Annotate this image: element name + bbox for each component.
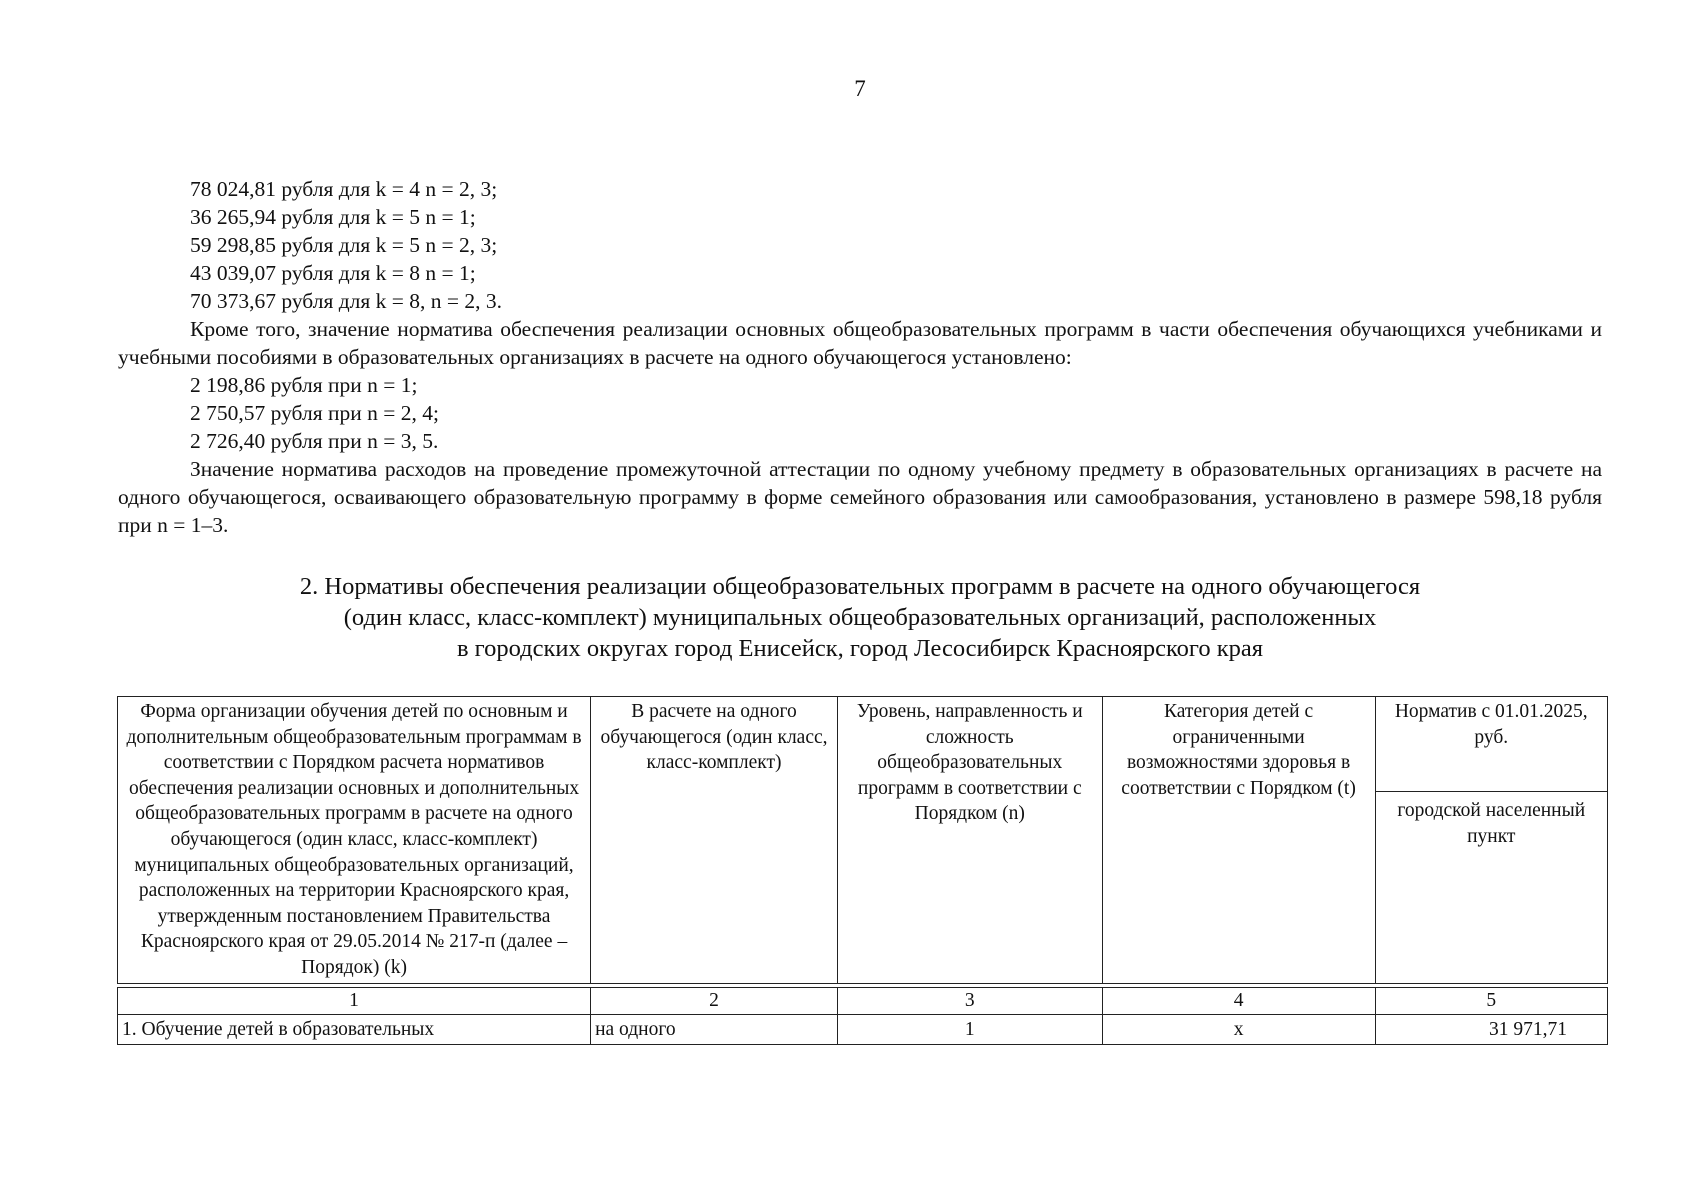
header-norm: Норматив с 01.01.2025, руб. (1375, 697, 1607, 792)
column-number: 3 (837, 987, 1102, 1014)
section-title (118, 571, 1602, 664)
column-number: 5 (1375, 987, 1607, 1014)
column-number: 2 (591, 987, 838, 1014)
textbook-value-line: 2 726,40 рубля при n = 3, 5. (190, 429, 439, 453)
section-title-line: (один класс, класс-комплект) муниципальных общеобразовательных организаций, расположенных (343, 604, 1377, 631)
column-number: 4 (1102, 987, 1375, 1014)
section-title-line: в городских округах город Енисейск, город Лесосибирск Красноярского края (456, 635, 1264, 662)
section-title-line: 2. Нормативы обеспечения реализации общеобразовательных программ в расчете на одного обучающегося (299, 573, 1421, 600)
column-number: 1 (118, 987, 591, 1014)
cell-form: 1. Обучение детей в образовательных (118, 1014, 591, 1045)
header-basis: В расчете на одного обучающегося (один класс, класс-комплект) (591, 697, 838, 984)
header-form: Форма организации обучения детей по основным и дополнительным общеобразовательным программам в соответствии с Порядком расчета нормативов обеспечения реализации основных и дополнительных общеобразовательных программ в расчете на одного обучающегося (один класс, класс-комплект) муниципальных общеобразовательных организаций, расположенных на территории Красноярского края, утвержденным постановлением Правительства Красноярского края от 29.05.2014 № 217-п (далее – Порядок) (k) (118, 697, 591, 984)
table-row (118, 1014, 1608, 1045)
textbook-value-line: 2 198,86 рубля при n = 1; (190, 373, 418, 397)
cell-basis: на одного (591, 1014, 838, 1045)
column-numbers-row (118, 987, 1608, 1014)
textbook-value-line: 2 750,57 рубля при n = 2, 4; (190, 401, 439, 425)
header-norm-sub: городской населенный пункт (1375, 792, 1607, 984)
value-line: 59 298,85 рубля для k = 5 n = 2, 3; (190, 233, 498, 257)
attestation-paragraph: Значение норматива расходов на проведение промежуточной аттестации по одному учебному предмету в образовательных организациях в расчете на одного обучающегося, осваивающего образовательную программу в форме семейного образования или самообразования, установлено в размере 598,18 рубля при n = 1–3. (118, 457, 1602, 537)
table-header-row (118, 697, 1608, 792)
header-level: Уровень, направленность и сложность общеобразовательных программ в соответствии с Порядком (n) (837, 697, 1102, 984)
header-category: Категория детей с ограниченными возможностями здоровья в соответствии с Порядком (t) (1102, 697, 1375, 984)
value-line: 36 265,94 рубля для k = 5 n = 1; (190, 205, 476, 229)
value-line: 70 373,67 рубля для k = 8, n = 2, 3. (190, 289, 503, 313)
value-line: 43 039,07 рубля для k = 8 n = 1; (190, 261, 476, 285)
value-line: 78 024,81 рубля для k = 4 n = 2, 3; (190, 177, 498, 201)
cell-level: 1 (837, 1014, 1102, 1045)
cell-norm: 31 971,71 (1375, 1014, 1607, 1045)
norms-table (117, 696, 1608, 1045)
textbooks-paragraph: Кроме того, значение норматива обеспечения реализации основных общеобразовательных программ в части обеспечения обучающихся учебниками и учебными пособиями в образовательных организациях в расчете на одного обучающегося установлено: (118, 317, 1602, 369)
document-body (118, 175, 1602, 539)
page-number: 7 (854, 76, 866, 101)
cell-category: x (1102, 1014, 1375, 1045)
